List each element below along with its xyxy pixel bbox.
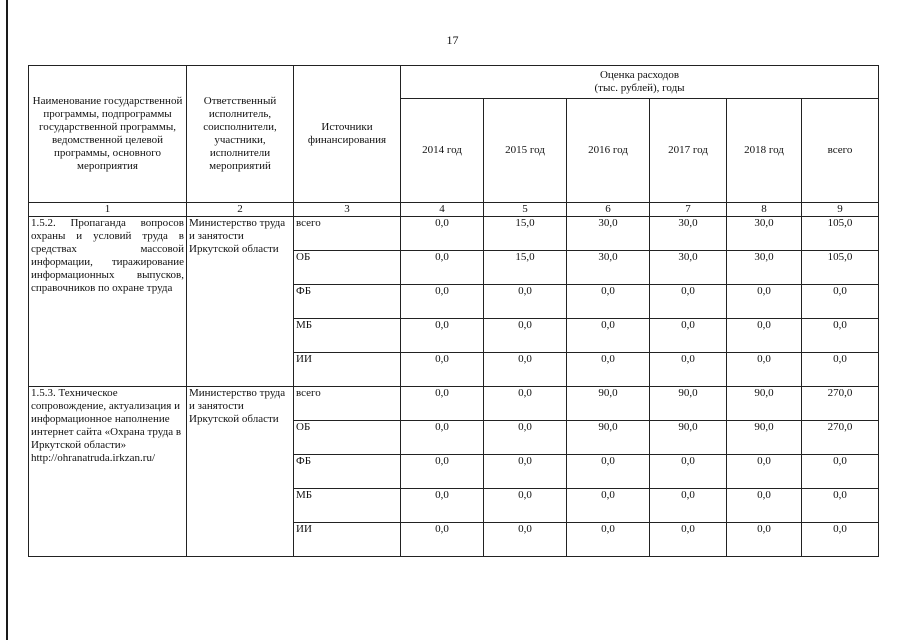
value-cell: 0,0 [727, 523, 802, 557]
scan-edge [6, 0, 8, 640]
activity-name: 1.5.3. Техническое сопровождение, актуализация и информационное наполнение интернет сайта «Охрана труда в Иркутской области» http://ohranatruda.irkzan.ru/ [29, 387, 187, 557]
funding-source: ИИ [294, 353, 401, 387]
funding-source: ИИ [294, 523, 401, 557]
header-total: всего [802, 99, 879, 203]
value-cell: 90,0 [650, 421, 727, 455]
value-cell: 90,0 [650, 387, 727, 421]
column-number: 5 [484, 203, 567, 217]
header-year: 2015 год [484, 99, 567, 203]
value-cell: 0,0 [650, 285, 727, 319]
value-cell: 0,0 [401, 319, 484, 353]
value-cell: 0,0 [484, 489, 567, 523]
funding-source: ФБ [294, 285, 401, 319]
funding-source: ОБ [294, 251, 401, 285]
value-cell: 0,0 [802, 489, 879, 523]
value-cell: 90,0 [727, 387, 802, 421]
value-cell: 30,0 [727, 251, 802, 285]
funding-source: МБ [294, 489, 401, 523]
column-number: 7 [650, 203, 727, 217]
column-number-row [29, 203, 879, 217]
value-cell: 0,0 [802, 285, 879, 319]
value-cell: 0,0 [567, 455, 650, 489]
value-cell: 0,0 [567, 319, 650, 353]
activity-name: 1.5.2. Пропаганда вопросов охраны и условий труда в средствах массовой информации, тиражирование информационных выпусков, справочников по охране труда [29, 217, 187, 387]
table-row [29, 217, 879, 251]
value-cell: 0,0 [401, 489, 484, 523]
column-number: 2 [187, 203, 294, 217]
value-cell: 0,0 [401, 251, 484, 285]
header-estimate-line1: Оценка расходов [599, 69, 680, 82]
activity-executor: Министерство труда и занятости Иркутской области [187, 217, 294, 387]
expenditure-table [28, 65, 879, 557]
table-row [29, 387, 879, 421]
value-cell: 0,0 [401, 217, 484, 251]
value-cell: 0,0 [484, 387, 567, 421]
column-number: 8 [727, 203, 802, 217]
funding-source: ОБ [294, 421, 401, 455]
value-cell: 0,0 [484, 285, 567, 319]
header-year: 2014 год [401, 99, 484, 203]
value-cell: 15,0 [484, 251, 567, 285]
header-name: Наименование государственной программы, подпрограммы государственной программы, ведомственной целевой программы, основного мероприятия [29, 66, 187, 203]
value-cell: 105,0 [802, 217, 879, 251]
value-cell: 30,0 [727, 217, 802, 251]
funding-source: МБ [294, 319, 401, 353]
value-cell: 0,0 [567, 489, 650, 523]
value-cell: 0,0 [484, 421, 567, 455]
value-cell: 0,0 [401, 353, 484, 387]
value-cell: 0,0 [650, 489, 727, 523]
header-estimate [401, 66, 879, 99]
value-cell: 0,0 [727, 455, 802, 489]
page-number: 17 [446, 33, 459, 47]
value-cell: 0,0 [802, 455, 879, 489]
value-cell: 0,0 [401, 455, 484, 489]
value-cell: 0,0 [484, 319, 567, 353]
value-cell: 270,0 [802, 421, 879, 455]
value-cell: 270,0 [802, 387, 879, 421]
header-year: 2018 год [727, 99, 802, 203]
value-cell: 0,0 [727, 285, 802, 319]
value-cell: 0,0 [401, 387, 484, 421]
value-cell: 0,0 [650, 353, 727, 387]
value-cell: 0,0 [401, 421, 484, 455]
activity-executor: Министерство труда и занятости Иркутской области [187, 387, 294, 557]
header-executor: Ответственный исполнитель, соисполнители, участники, исполнители мероприятий [187, 66, 294, 203]
value-cell: 30,0 [567, 217, 650, 251]
value-cell: 90,0 [567, 387, 650, 421]
value-cell: 0,0 [401, 285, 484, 319]
value-cell: 0,0 [567, 353, 650, 387]
value-cell: 30,0 [650, 217, 727, 251]
value-cell: 0,0 [802, 353, 879, 387]
value-cell: 15,0 [484, 217, 567, 251]
value-cell: 30,0 [650, 251, 727, 285]
value-cell: 0,0 [802, 523, 879, 557]
value-cell: 90,0 [567, 421, 650, 455]
value-cell: 0,0 [727, 489, 802, 523]
value-cell: 90,0 [727, 421, 802, 455]
column-number: 3 [294, 203, 401, 217]
funding-source: всего [294, 217, 401, 251]
value-cell: 0,0 [802, 319, 879, 353]
value-cell: 0,0 [567, 523, 650, 557]
column-number: 9 [802, 203, 879, 217]
column-number: 4 [401, 203, 484, 217]
header-estimate-line2: (тыс. рублей), годы [594, 82, 685, 95]
value-cell: 0,0 [484, 353, 567, 387]
funding-source: всего [294, 387, 401, 421]
header-year: 2017 год [650, 99, 727, 203]
header-source: Источники финансирования [294, 66, 401, 203]
value-cell: 0,0 [484, 455, 567, 489]
column-number: 6 [567, 203, 650, 217]
value-cell: 0,0 [727, 353, 802, 387]
value-cell: 30,0 [567, 251, 650, 285]
value-cell: 0,0 [484, 523, 567, 557]
value-cell: 0,0 [401, 523, 484, 557]
funding-source: ФБ [294, 455, 401, 489]
value-cell: 0,0 [727, 319, 802, 353]
value-cell: 105,0 [802, 251, 879, 285]
value-cell: 0,0 [650, 523, 727, 557]
header-year: 2016 год [567, 99, 650, 203]
value-cell: 0,0 [650, 319, 727, 353]
value-cell: 0,0 [650, 455, 727, 489]
value-cell: 0,0 [567, 285, 650, 319]
column-number: 1 [29, 203, 187, 217]
